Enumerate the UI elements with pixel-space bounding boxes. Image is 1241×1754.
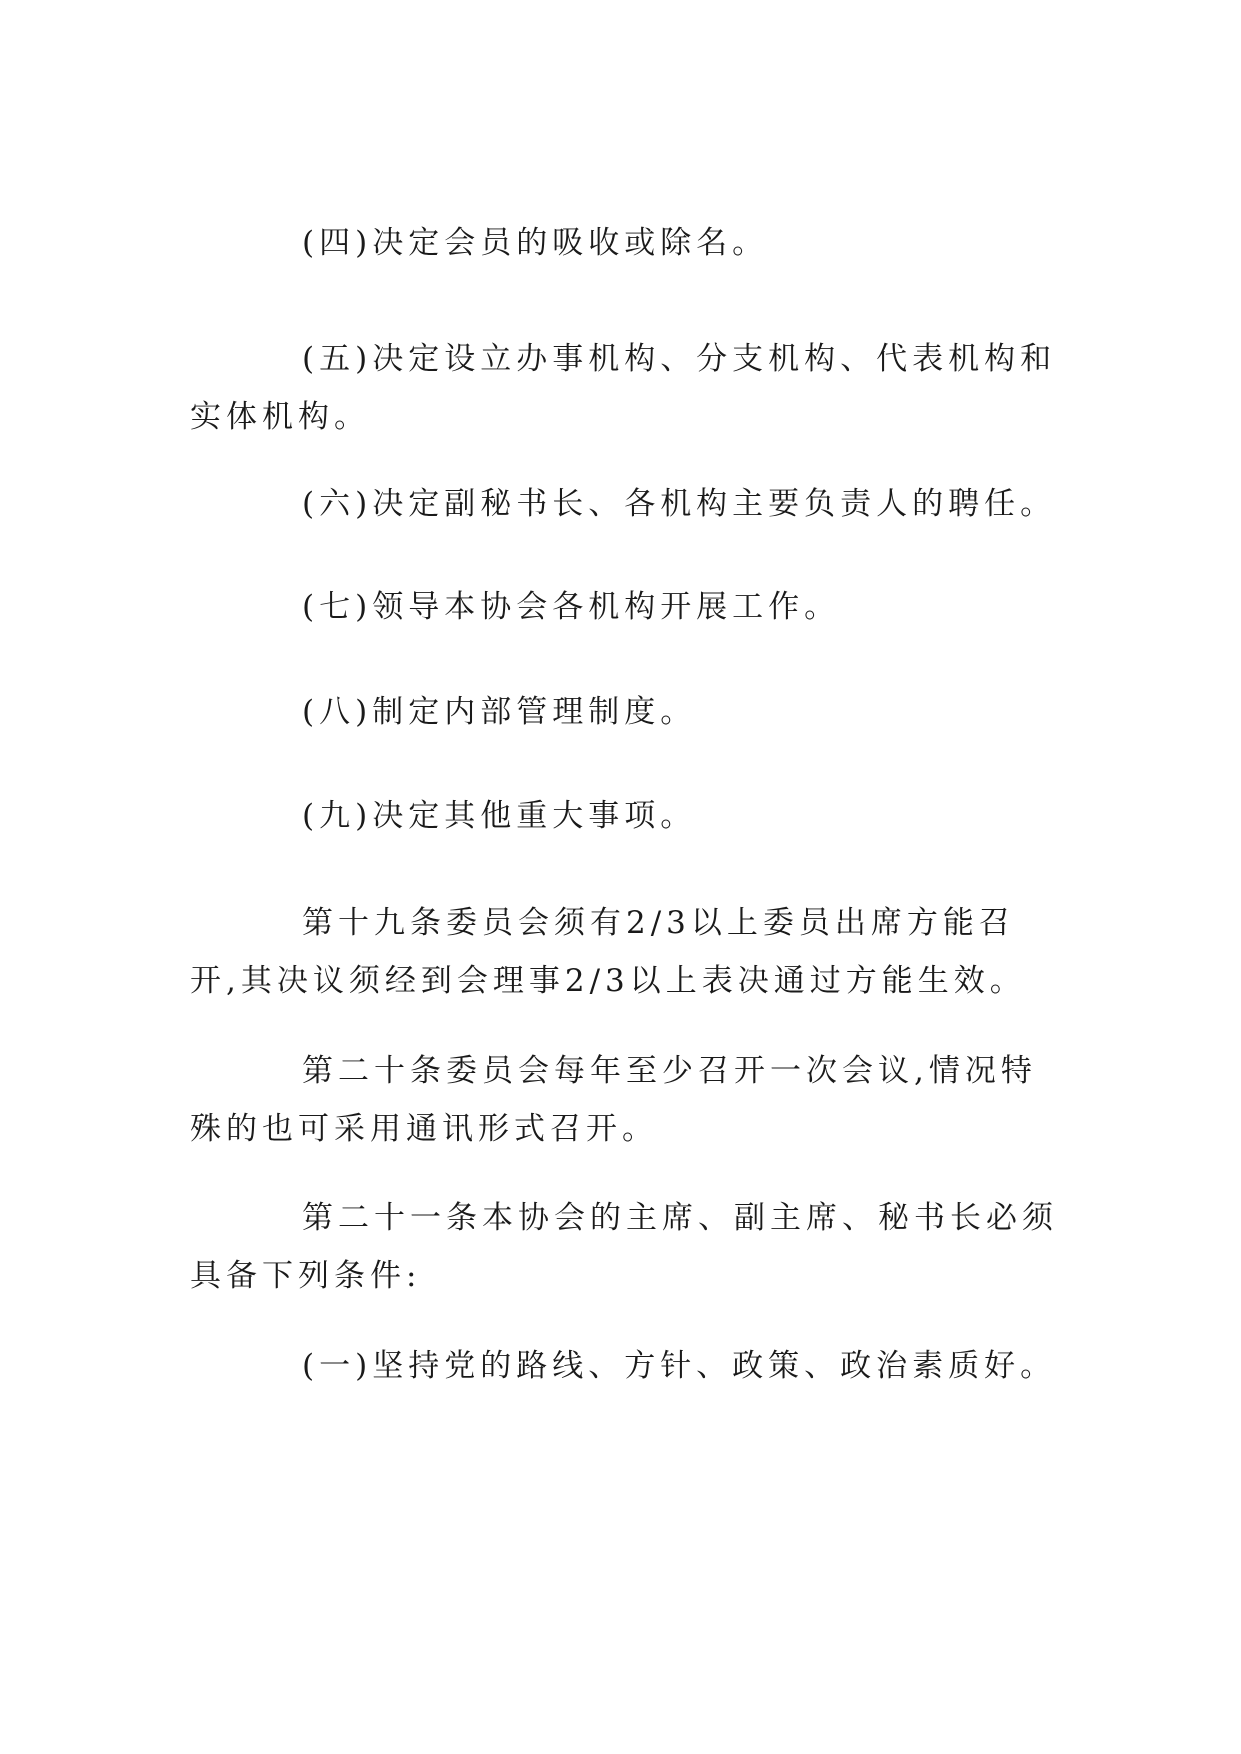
condition-item-1: (一)坚持党的路线、方针、政策、政治素质好。	[302, 1348, 1057, 1384]
article-20-paragraph: 第二十条委员会每年至少召开一次会议,情况特殊的也可采用通讯形式召开。	[190, 1053, 1037, 1147]
paragraph-item-7: (七)领导本协会各机构开展工作。	[302, 589, 841, 625]
paragraph-item-9: (九)决定其他重大事项。	[302, 798, 697, 834]
paragraph-item-5: (五)决定设立办事机构、分支机构、代表机构和实体机构。	[190, 341, 1057, 435]
article-21-paragraph: 第二十一条本协会的主席、副主席、秘书长必须具备下列条件:	[190, 1200, 1058, 1294]
article-19-paragraph: 第十九条委员会须有2/3以上委员出席方能召开,其决议须经到会理事2/3以上表决通过方能生效。	[190, 905, 1026, 999]
paragraph-item-8: (八)制定内部管理制度。	[302, 694, 697, 730]
paragraph-item-6: (六)决定副秘书长、各机构主要负责人的聘任。	[302, 486, 1057, 522]
paragraph-item-4: (四)决定会员的吸收或除名。	[302, 225, 769, 261]
